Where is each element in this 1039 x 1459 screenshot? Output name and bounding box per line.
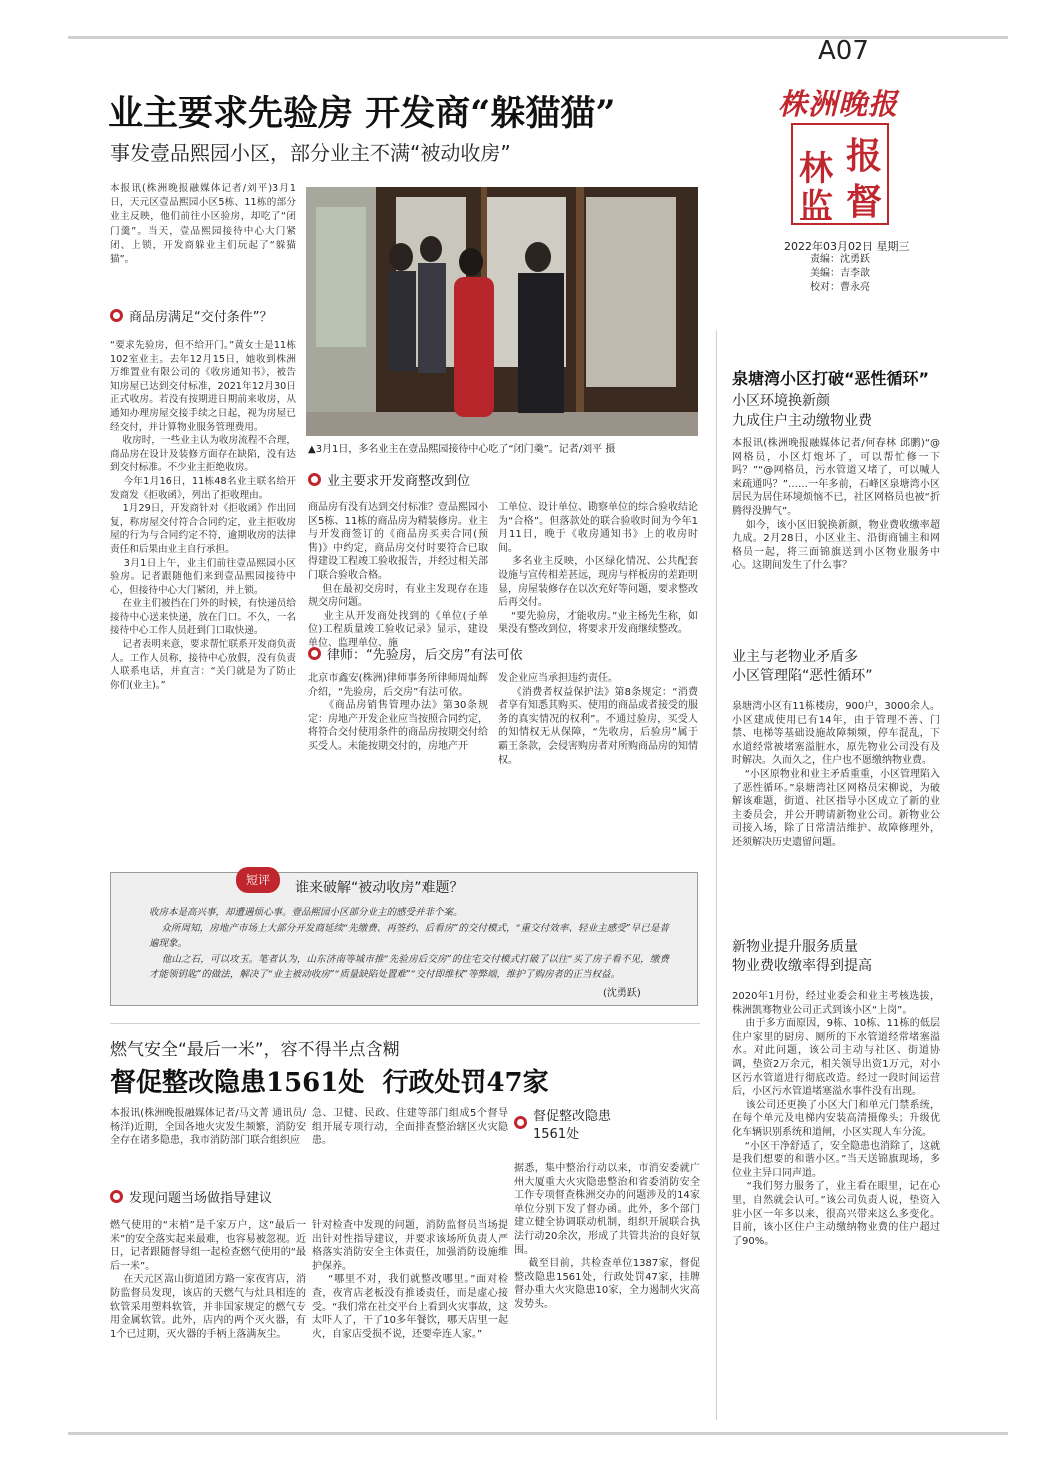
article3-lead: 本报讯(株洲晚报融媒体记者/何春林 邱鹏)“@网格员，小区灯炮坏了，可以帮忙修一下吗？”“@网格员，污水管道又堵了，可以喊人来疏通吗？”……一年多前，石峰区泉塘湾小区居民为居住环境烦恼不已，社区网格员也被“折腾得没脾气”。 如今，该小区旧貌换新颜，物业费收缴率超九成。2月28日，小区业主、沿街商铺主和网格员一起，将三面锦旗送到小区物业服务中心。这期间发生了什么事？ [732,438,941,572]
article1-lead: 本报讯(株洲晚报融媒体记者/刘平)3月1日，天元区壹品熙园小区5栋、11栋的部分业主反映，他们前往小区验房，却吃了“闭门羹”。当天，壹品熙园接待中心大门紧闭、上锁，开发商躲业主们玩起了“躲猫猫”。 [110,183,296,266]
article2-section1-col2: 针对检查中发现的问题，消防监督员当场提出针对性指导建议，并要求该场所负责人严格落实消防安全主体责任，加强消防设施维护保养。 “哪里不对，我们就整改哪里。”面对检查，夜宵店老板没有推诿责任，而是虚心接受。“我们常在社交平台上看到火灾事故，这太吓人了，干了10多年餐饮，哪天店里一起火，自家店受损不说，还要牵连人家。” [312,1220,508,1340]
article2-kicker: 燃气安全“最后一米”，容不得半点含糊 [110,1040,400,1060]
credits [810,253,870,295]
credit-designer: 美编：吉李歆 [810,268,870,279]
column-divider [716,330,717,1420]
article3-title: 泉塘湾小区打破“恶性循环” [732,369,930,388]
issue-date: 2022年03月02日 星期三 [784,240,910,253]
article1-section1-text: “要求先验房，但不给开门。”黄女士是11栋102室业主。去年12月15日，她收到株洲万维置业有限公司的《收房通知书》，被告知房屋已达到交付标准，2021年12月30日正式收房。若没有按期进日期前来收房，从通知办理房屋交接手续之日起，视为房屋已经交付，并计算物业服务管理费用。 收房时，一些业主认为收房流程不合理，商品房在设计及装修方面存在缺陷，没有达到交付标准。不少业主拒绝收房。 今年1月16日，11栋48名业主联名给开发商发《拒收函》，列出了拒收理由。 1月29日，开发商针对《拒收函》作出回复，称房屋交付符合合同约定，业主拒收房屋的行为与合同约定不符，逾期收房的法律责任和后果由业主自行承担。 3月1日上午，业主们前往壹品熙园小区验房。记者跟随他们来到壹品熙园接待中心，但接待中心大门紧闭，并上锁。 在业主们被挡在门外的时候，有快递员给接待中心送来快递，放在门口。不久，一名接待中心工作人员赶到门口取快递。 记者表明来意，要求帮忙联系开发商负责人。工作人员称，接待中心放假，没有负责人联系电话，并直言：“关门就是为了防止你们(业主)。” [110,340,297,691]
article1-section2-heading [308,470,470,489]
newspaper-logo: 株洲晚报 [778,87,899,121]
article1-subtitle: 事发壹品熙园小区，部分业主不满“被动收房” [110,141,511,165]
article1-title: 业主要求先验房 开发商“躲猫猫” [108,93,616,134]
article1-section3-col1: 北京市鑫安(株洲)律师事务所律师周灿辉介绍，“先验房，后交房”有法可依。 《商品房销售管理办法》第30条规定：房地产开发企业应当按照合同约定，将符合交付使用条件的商品房按期交付给买受人。未能按期交付的，房地产开 [308,673,488,752]
commentary-author: (沈勇跃) [603,988,641,999]
page-number: A07 [818,36,869,66]
photo-caption: ▲3月1日，多名业主在壹品熙园接待中心吃了“闭门羹”。记者/刘平 摄 [308,444,616,455]
section-bullet-icon [308,473,321,486]
section-bullet-icon [514,1116,527,1129]
bottom-rule [68,1432,1008,1435]
svg-text:林: 林 [799,149,833,189]
commentary-tag: 短评 [236,867,280,893]
column-stamp [790,122,890,226]
article2-section1-col1: 燃气使用的“末梢”是千家万户，这“最后一米”的安全落实起来最难，也容易被忽视。近日，记者跟随督导组一起检查燃气使用的“最后一米”。 在天元区嵩山街道团方路一家夜宵店，消防监督员发现，该店的天燃气与灶具相连的软管采用塑料软管，并非国家规定的燃气专用金属软管。此外，店内的两个灭火器，有1个已过期，灭火器的手柄上落满灰尘。 [110,1220,306,1340]
photo-illustration [306,187,698,436]
commentary-box [110,872,698,1006]
commentary-title: 谁来破解“被动收房”难题？ [295,880,464,896]
article1-section2-title: 业主要求开发商整改到位 [327,474,471,489]
commentary-text: 收房本是高兴事，却遭遇烦心事。壹品熙园小区部分业主的感受并非个案。 众所周知，房地产市场上大部分开发商延续“先缴费、再签约、后看房”的交付模式，“重交付效率、轻业主感受”早已是普遍现象。 他山之石，可以攻玉。笔者认为，山东济南等城市推“先验房后交房”的住宅交付模式打破了以往“买了房子看不见，缴费才能领钥匙”的做法，解决了“业主被动收房”“质量缺陷处置难”“交付即维权”等弊端，维护了购房者的正当权益。 [149,907,669,980]
section-bullet-icon [110,1190,123,1203]
article1-section2-col1: 商品房有没有达到交付标准？壹品熙园小区5栋、11栋的商品房为精装修房。业主与开发商签订的《商品房买卖合同(预售)》中约定，商品房交付时要符合已取得建设工程竣工验收报告，并经过相关部门联合验收合格。 但在最初交房时，有业主发现存在违规交房问题。 业主从开发商处找到的《单位(子单位)工程质量竣工验收记录》显示，建设单位、监理单位、施 [308,502,488,649]
article-divider [110,1023,700,1024]
article2-section2-text: 据悉，集中整治行动以来，市消安委就广州大厦重大火灾隐患整治和省委消防安全工作专项督查株洲交办的问题涉及的14家单位分别下发了督办函。此外，多个部门建立健全协调联动机制，组织开展联合执法行动20余次，形成了共管共治的良好氛围。 截至目前，共检查单位1387家，督促整改隐患1561处，行政处罚47家，挂牌督办重大火灾隐患10家，全力遏制火灾高发势头。 [514,1163,701,1310]
article3-subtitle-1: 小区环境换新颜 [732,393,830,409]
credit-editor: 责编：沈勇跃 [810,254,870,265]
article3-subtitle-2: 九成住户主动缴物业费 [732,413,872,429]
article2-title: 督促整改隐患1561处 行政处罚47家 [110,1068,549,1098]
article3-section2-title-1: 新物业提升服务质量 [732,939,858,955]
article2-section2-title: 督促整改隐患1561处 [533,1109,612,1142]
stamp-icon [790,122,890,226]
svg-text:监: 监 [799,187,833,226]
article1-section3-col2: 发企业应当承担违约责任。 《消费者权益保护法》第8条规定：“消费者享有知悉其购买、使用的商品或者接受的服务的真实情况的权利”。不通过验房，买受人的知情权无从保障，“先收房，后验房”属于霸王条款，会侵害购房者对所购商品房的知情权。 [498,673,699,766]
article2-lead-col2: 急、卫健、民政、住建等部门组成5个督导组开展专项行动，全面排查整治辖区火灾隐患。 [312,1108,508,1147]
article3-section1-title-2: 小区管理陷“恶性循环” [732,668,873,684]
article1-section3-title: 律师：“先验房，后交房”有法可依 [327,648,523,663]
article3-section1-text: 泉塘湾小区有11栋楼房，900户，3000余人。小区建成使用已有14年，由于管理不善、门禁、电梯等基础设施故障频频，停车混乱，下水道经常被堵塞溢脏水，原先物业公司没有及时解决。久而久之，住户也不愿缴纳物业费。 “小区原物业和业主矛盾重重，小区管理陷入了恶性循环。”泉塘湾社区网格员宋柳说，为破解该难题，街道、社区指导小区成立了新的业主委员会，并公开聘请新物业公司。新物业公司接入场，除了日常清洁维护、故障修理外，还须解决历史遗留问题。 [732,701,940,848]
article3-section1-title-1: 业主与老物业矛盾多 [732,649,858,665]
article2-section1-title: 发现问题当场做指导建议 [129,1191,273,1206]
svg-text:督: 督 [845,181,883,223]
article2-lead-col1: 本报讯(株洲晚报融媒体记者/马文菁 通讯员/杨洋)近期，全国各地火灾发生频繁，消防安全存在诸多隐患，我市消防部门联合组织应 [110,1108,306,1147]
credit-proofreader: 校对：曹永亮 [810,282,870,293]
article1-section3-heading [308,644,522,663]
article1-section2-col2: 工单位、设计单位、勘察单位的综合验收结论为“合格”。但落款处的联合验收时间为今年1月11日，晚于《收房通知书》上的收房时间。 多名业主反映，小区绿化情况、公共配套设施与宣传相差甚远，现房与样板房的差距明显，房屋装修存在以次充好等问题，要求整改后再交付。 “要先验房，才能收房。”业主杨先生称，如果没有整改到位，将要求开发商继续整改。 [498,502,699,636]
article3-section2-title-2: 物业费收缴率得到提高 [732,958,872,974]
article2-section1-heading [110,1187,272,1206]
article2-section2-heading [514,1108,633,1144]
article3-section2-text: 2020年1月份，经过业委会和业主考核选拔，株洲凯骞物业公司正式到该小区“上岗”。 由于多方面原因，9栋、10栋、11栋的低层住户家里的厨房、厕所的下水管道经常堵塞溢水。对此问题，该公司主动与社区、街道协调，垫资2万余元，相关领导出资1万元，对小区污水管道进行彻底改造。经过一段时间运营后，小区污水管道堵塞溢水事件没有出现。 该公司还更换了小区大门和单元门禁系统，在每个单元及电梯内安装高清摄像头；升级优化车辆识别系统和道闸，小区实现人车分流。 “小区干净舒适了，安全隐患也消除了，这就是我们想要的和谐小区。”当天送锦旗现场，多位业主异口同声道。 “我们努力服务了，业主看在眼里，记在心里，自然就会认可。”该公司负责人说，垫资入驻小区一年多以来，很高兴带来这么多变化。目前，该小区住户主动缴纳物业费的住户超过了90%。 [732,991,941,1247]
section-bullet-icon [308,647,321,660]
svg-text:报: 报 [845,135,883,177]
section-bullet-icon [110,309,123,322]
article1-section1-heading [110,306,272,325]
article1-photo [306,187,698,436]
article1-section1-title: 商品房满足“交付条件”？ [129,310,273,325]
